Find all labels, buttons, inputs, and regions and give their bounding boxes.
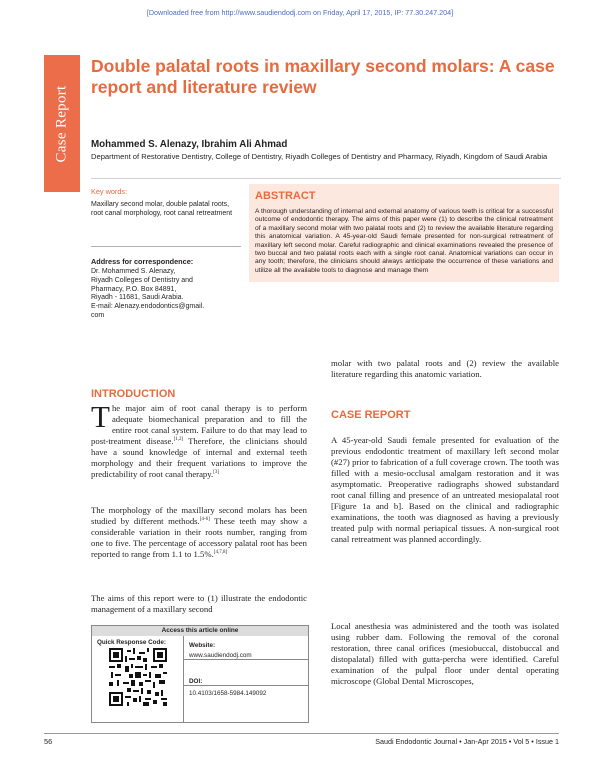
intro-p2-text-cont: These teeth may show a considerable variation in their roots number, ranging from one to five. The percentage of accessory palatal root has been reported to range from 1.1 to 1.5%. bbox=[91, 516, 307, 559]
citation[interactable]: [4,7,8] bbox=[213, 550, 228, 556]
correspondence-line: Riyadh - 11681, Saudi Arabia. bbox=[91, 294, 184, 302]
website-label: Website: bbox=[189, 642, 216, 649]
correspondence-email-cont: com bbox=[91, 311, 105, 319]
access-heading: Access this article online bbox=[92, 626, 308, 636]
doi-label: DOI: bbox=[189, 678, 203, 685]
citation[interactable]: [1,2] bbox=[173, 437, 184, 443]
qr-label: Quick Response Code: bbox=[97, 639, 166, 646]
case-report-side-tab bbox=[44, 55, 80, 192]
intro-p1-text-cont: Therefore, the clinicians should have a sound knowledge of internal and external teeth morphology and their frequent variations to improve the predictability of root canal therapy. bbox=[91, 436, 307, 479]
page-number: 56 bbox=[44, 737, 53, 746]
intro-paragraph-3-cont: molar with two palatal roots and (2) review the available literature regarding this anatomic variation. bbox=[331, 358, 559, 379]
case-paragraph-2: Local anesthesia was administered and the tooth was isolated using rubber dam. Following the removal of the coronal restoration, three canal orifices (mesiobuccal, distobuccal and distopalatal) filled with gutta-percha were identified. Careful examination of the pulpal floor under dental operating microscope (Global Dental Microscopes, bbox=[331, 621, 559, 686]
correspondence-line: Riyadh Colleges of Dentistry and bbox=[91, 276, 193, 284]
correspondence-email[interactable]: E-mail: Alenazy.endodontics@gmail. bbox=[91, 303, 205, 311]
abstract-text: A thorough understanding of internal and external anatomy of various teeth is critical for a successful outcome of endodontic therapy. The aims of this paper were (1) to describe the clinical retreatment of a maxillary second molar with two palatal roots and (2) to review the available literature regarding this anatomical variation. A 45-year-old Saudi female presented for non-surgical retreatment of maxillary left second molar. Careful radiographic and clinical examinations revealed the presence of two buccal and two palatal roots each with a single root canal. Anatomical variations can occur in any tooth; therefore, the clinicians should always anticipate the occurrence of these variations and utilize all the available tools to diagnose and manage them bbox=[255, 208, 553, 274]
qr-code-icon[interactable] bbox=[109, 648, 167, 706]
citation[interactable]: [3] bbox=[213, 470, 220, 476]
case-report-heading: CASE REPORT bbox=[331, 409, 411, 421]
introduction-heading: INTRODUCTION bbox=[91, 388, 176, 400]
intro-paragraph-2 bbox=[91, 505, 307, 560]
correspondence-line: Pharmacy, P.O. Box 84891, bbox=[91, 285, 177, 293]
intro-p2-text: The morphology of the maxillary second molars has been studied by different methods. bbox=[91, 505, 307, 526]
box-divider bbox=[183, 685, 308, 686]
abstract-box bbox=[249, 184, 559, 282]
citation[interactable]: [4-6] bbox=[199, 517, 210, 523]
keywords-divider bbox=[91, 246, 241, 247]
case-paragraph-1: A 45-year-old Saudi female presented for evaluation of the previous endodontic treatment of maxillary left second molar (#27) prior to fabrication of a full coverage crown. The tooth was filled with a mesio-occlusal amalgam restoration and it was asymptomatic. Preoperative radiographs showed substandard root canal filling and presence of an untreated mesiopalatal root [Figure 1a and b]. Based on the clinical and radiographic examinations, the tooth was diagnosed as having a previously treated pulp with normal periapical tissues. A non-surgical root canal retreatment was planned accordingly. bbox=[331, 435, 559, 544]
article-title: Double palatal roots in maxillary second molars: A case report and literature review bbox=[91, 56, 555, 97]
affiliation: Department of Restorative Dentistry, College of Dentistry, Riyadh Colleges of Dentistry and Pharmacy, Riyadh, Kingdom of Saudi Arabia bbox=[91, 152, 548, 161]
dropcap-letter: T bbox=[91, 399, 110, 434]
keywords-text: Maxillary second molar, double palatal roots, root canal morphology, root canal retreatment bbox=[91, 201, 233, 218]
abstract-heading: ABSTRACT bbox=[255, 190, 316, 202]
box-divider bbox=[183, 659, 308, 660]
intro-paragraph-3: The aims of this report were to (1) illustrate the endodontic management of a maxillary second bbox=[91, 593, 307, 614]
header-divider bbox=[91, 178, 561, 179]
website-link[interactable]: www.saudiendodj.com bbox=[189, 652, 252, 659]
box-divider bbox=[183, 636, 184, 722]
access-article-box bbox=[91, 625, 309, 723]
correspondence-label: Address for correspondence: bbox=[91, 257, 194, 266]
doi-link[interactable]: 10.4103/1658-5984.149092 bbox=[189, 690, 267, 697]
download-notice: [Downloaded free from http://www.saudiendodj.com on Friday, April 17, 2015, IP: 77.30.247.204] bbox=[146, 8, 454, 17]
correspondence-line: Dr. Mohammed S. Alenazy, bbox=[91, 268, 176, 275]
keywords-label: Key words: bbox=[91, 187, 128, 196]
authors: Mohammed S. Alenazy, Ibrahim Ali Ahmad bbox=[91, 139, 288, 150]
journal-citation: Saudi Endodontic Journal • Jan-Apr 2015 • Vol 5 • Issue 1 bbox=[375, 737, 559, 746]
side-tab-label: Case Report bbox=[53, 84, 70, 163]
intro-paragraph-1 bbox=[91, 399, 307, 480]
footer-rule bbox=[44, 733, 559, 734]
correspondence-block bbox=[91, 257, 241, 321]
intro-p1-text: he major aim of root canal therapy is to perform adequate biomechanical preparation and to fill the entire root canal system. Failure to do that may lead to post-treatment disease. bbox=[91, 403, 307, 446]
